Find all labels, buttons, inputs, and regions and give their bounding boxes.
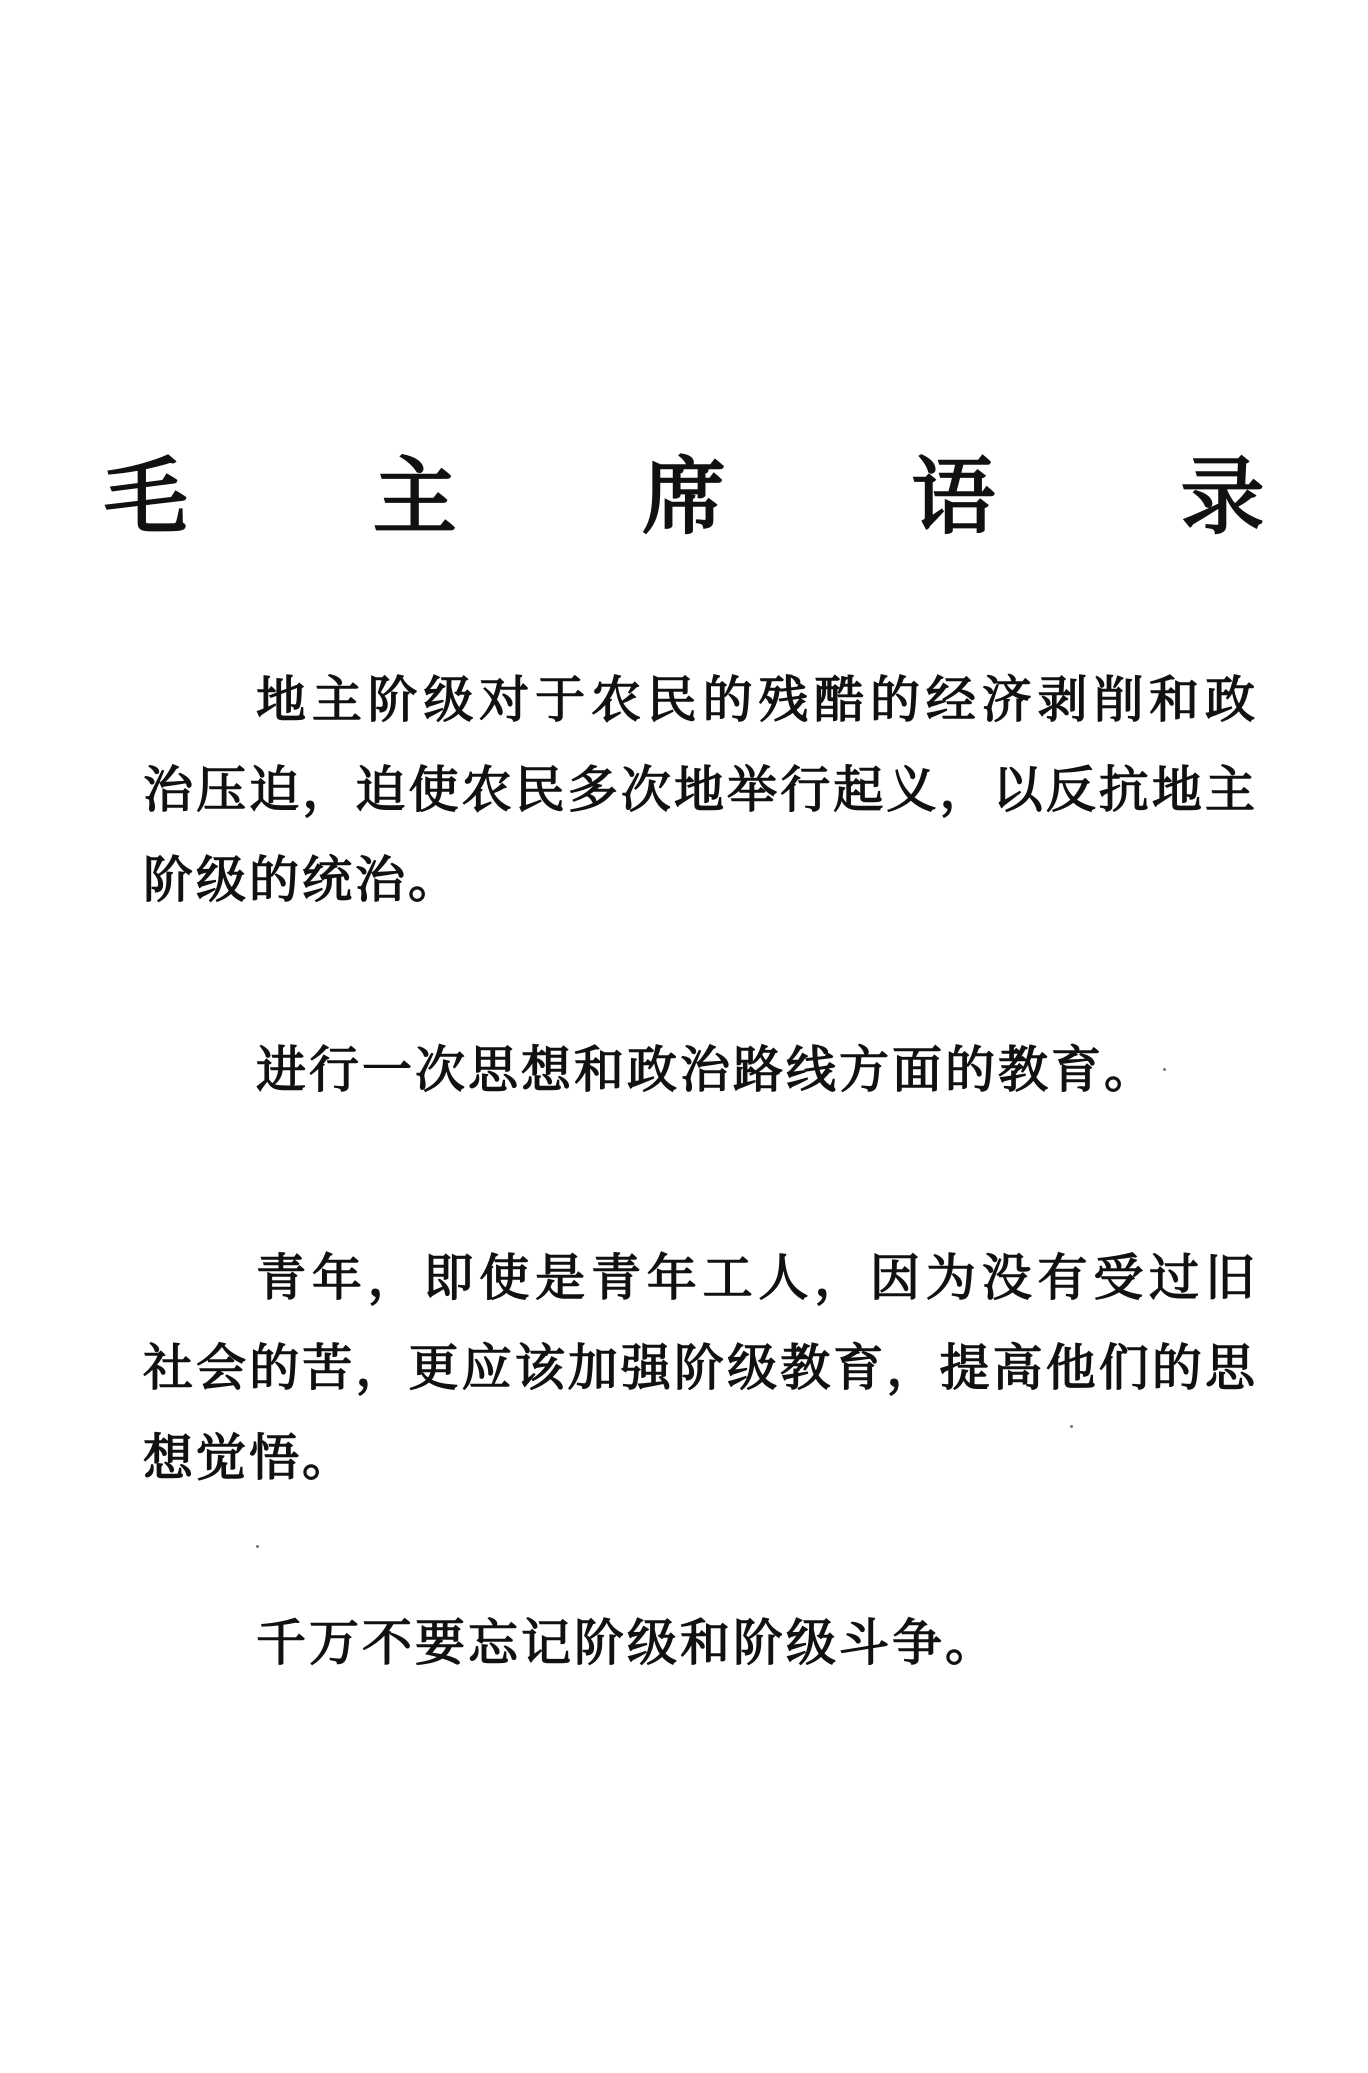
print-speck (1163, 1068, 1166, 1071)
print-speck (256, 1545, 259, 1548)
quote-paragraph: 进行一次思想和政治路线方面的教育。 (256, 1041, 1157, 1099)
quote-paragraph: 青年，即使是青年工人，因为没有受过旧社会的苦，更应该加强阶级教育，提高他们的思想觉悟。 (143, 1249, 1258, 1487)
quote-paragraph: 千万不要忘记阶级和阶级斗争。 (256, 1614, 998, 1672)
print-speck (1070, 1425, 1073, 1428)
page-title: 毛 主 席 语 录 (103, 447, 1343, 546)
quote-paragraph: 地主阶级对于农民的残酷的经济剥削和政治压迫，迫使农民多次地举行起义，以反抗地主阶级的统治。 (143, 671, 1258, 909)
